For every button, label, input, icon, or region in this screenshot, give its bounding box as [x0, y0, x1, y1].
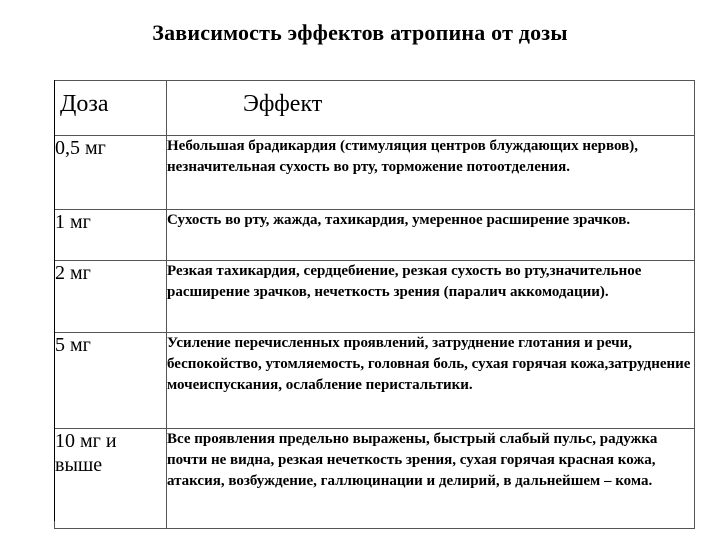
table-row: [55, 429, 695, 529]
table-row: [55, 210, 695, 261]
dose-cell: 5 мг: [55, 333, 167, 429]
page-title: Зависимость эффектов атропина от дозы: [152, 20, 568, 45]
table-header-row: [55, 81, 695, 136]
header-effect: Эффект: [167, 81, 695, 136]
dose-effect-table: [54, 80, 695, 529]
effect-cell: Резкая тахикардия, сердцебиение, резкая сухость во рту,значительное расширение зрачков, нечеткость зрения (паралич аккомодации).: [167, 261, 695, 333]
table-row: [55, 261, 695, 333]
dose-cell: 0,5 мг: [55, 136, 167, 210]
table-row: [55, 136, 695, 210]
header-dose: Доза: [55, 81, 167, 136]
effect-cell: Все проявления предельно выражены, быстрый слабый пульс, радужка почти не видна, резкая нечеткость зрения, сухая горячая красная кожа, атаксия, возбуждение, галлюцинации и делирий, в дальнейшем – кома.: [167, 429, 695, 529]
effect-cell: Сухость во рту, жажда, тахикардия, умеренное расширение зрачков.: [167, 210, 695, 261]
dose-cell: 1 мг: [55, 210, 167, 261]
dose-cell: 2 мг: [55, 261, 167, 333]
effect-cell: Усиление перечисленных проявлений, затруднение глотания и речи, беспокойство, утомляемость, головная боль, сухая горячая кожа,затруднение мочеиспускания, ослабление перистальтики.: [167, 333, 695, 429]
effect-cell: Небольшая брадикардия (стимуляция центров блуждающих нервов), незначительная сухость во рту, торможение потоотделения.: [167, 136, 695, 210]
table-left-border: [54, 80, 55, 521]
table-row: [55, 333, 695, 429]
dose-cell: 10 мг и выше: [55, 429, 167, 529]
